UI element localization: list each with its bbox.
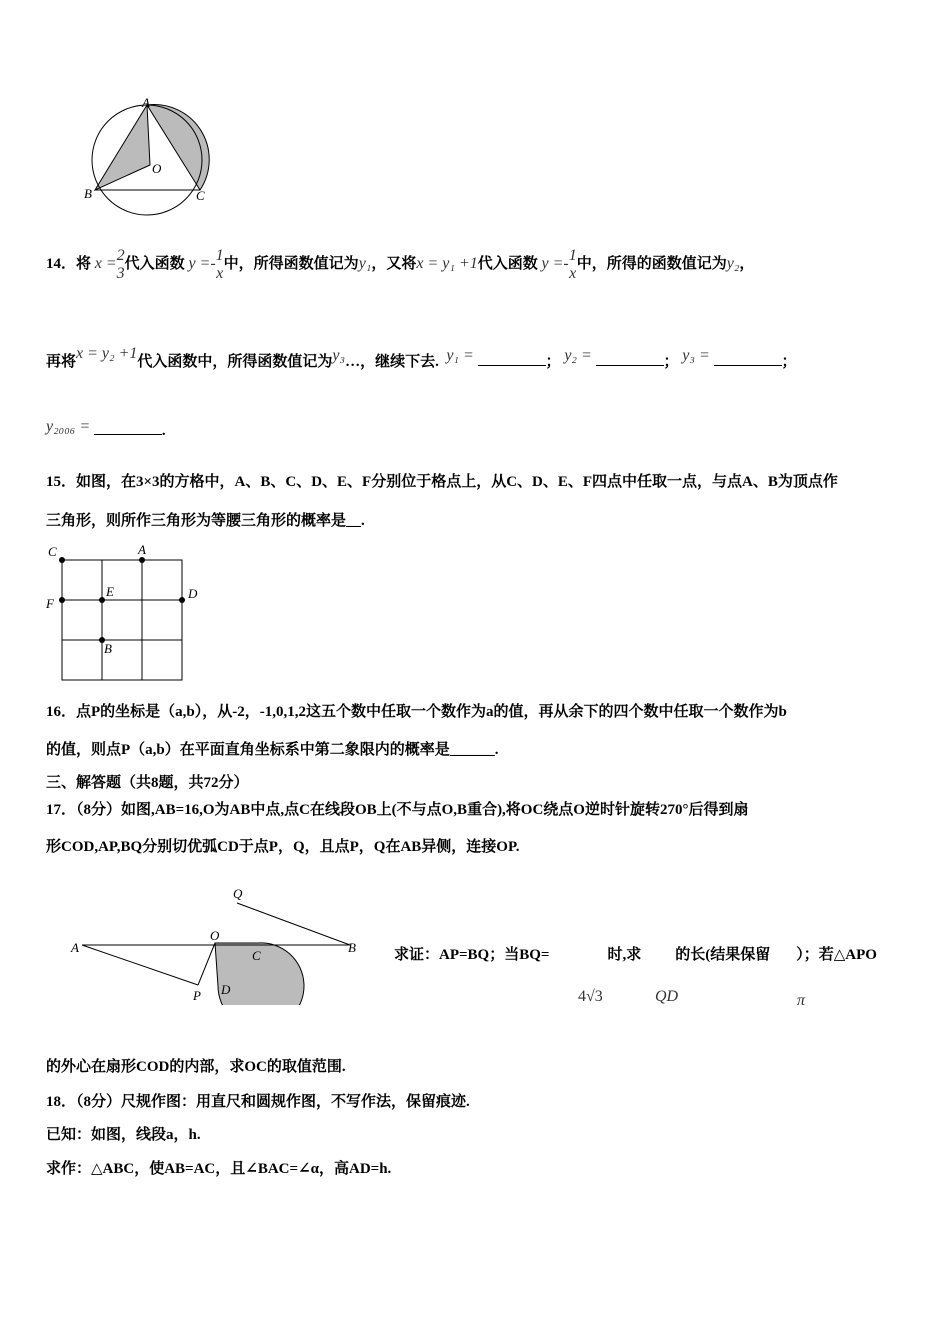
answer-blank-y3[interactable] (714, 351, 782, 366)
q18-line2: 已知：如图，线段a，h. (46, 1127, 201, 1143)
q17-line1: 17．（8分）如图,AB=16,O为AB中点,点C在线段OB上(不与点O,B重合),将OC绕点O逆时针旋转270°后得到扇 (46, 802, 749, 818)
text: 代入函数 (477, 256, 538, 272)
q15-line2: 三角形，则所作三角形为等腰三角形的概率是__. (46, 513, 365, 529)
text: ； (781, 354, 797, 370)
label-A: A (138, 542, 146, 557)
text: 再将 (46, 354, 77, 370)
q18-line3: 求作：△ABC，使AB=AC，且∠BAC=∠α，高AD=h. (46, 1161, 392, 1177)
text: 14．将 (46, 256, 92, 272)
text: 代入函数中，所得函数值记为 (137, 354, 333, 370)
text: ； (663, 354, 679, 370)
math: y =- (541, 255, 569, 272)
math: x (569, 264, 577, 282)
text: . (161, 423, 166, 439)
text: …，继续下去. (345, 354, 439, 370)
q14-line3 (46, 418, 166, 440)
label-O: O (210, 928, 220, 943)
math: y₁ (358, 255, 372, 272)
label-B: B (348, 940, 356, 955)
math: y₂ = (564, 347, 592, 364)
q18-line1: 18．（8分）尺规作图：用直尺和圆规作图，不写作法，保留痕迹. (46, 1094, 470, 1110)
answer-blank-y1[interactable] (478, 351, 546, 366)
label-A: A (71, 940, 79, 955)
sector-figure (65, 880, 375, 1005)
math: y₂ (726, 255, 740, 272)
math: y₃ (332, 347, 346, 364)
text: 求证：AP=BQ；当BQ= (394, 947, 550, 963)
q14-line2 (46, 345, 797, 371)
text: 代入函数 (124, 256, 185, 272)
label-E: E (106, 584, 114, 599)
text: ； (545, 354, 561, 370)
math-4sqrt3: 4√3 (578, 988, 603, 1005)
section-heading: 三、解答题（共8题，共72分） (46, 775, 249, 791)
math: 3 (116, 264, 125, 282)
q16-line2: 的值，则点P（a,b）在平面直角坐标系中第二象限内的概率是______. (46, 742, 499, 758)
math: y =- (188, 255, 216, 272)
label-F: F (46, 596, 54, 611)
label-Q: Q (233, 886, 243, 901)
label-D: D (221, 982, 231, 997)
grid-figure (40, 540, 210, 685)
label-C: C (48, 544, 57, 559)
text: ，又将 (371, 256, 417, 272)
q17-line2: 形COD,AP,BQ分别切优弧CD于点P，Q，且点P，Q在AB异侧，连接OP. (46, 839, 520, 855)
q16-line1: 16．点P的坐标是（a,b），从-2，-1,0,1,2这五个数中任取一个数作为a的值，再从余下的四个数中任取一个数作为b (46, 704, 787, 720)
text: ）；若△APO (796, 947, 877, 963)
answer-blank-y2006[interactable] (94, 420, 162, 435)
math: 2 (116, 246, 125, 264)
math: y₂₀₀₆ = (46, 418, 91, 435)
q17-line4: 的外心在扇形COD的内部，求OC的取值范围. (46, 1059, 346, 1075)
math: 1 (568, 246, 577, 264)
math: x = y₁ +1 (416, 255, 478, 272)
text: ， (739, 256, 755, 272)
math-arc-QD: QD (655, 988, 679, 1005)
text: 中，所得的函数值记为 (576, 256, 727, 272)
text: 的长(结果保留 (675, 947, 771, 963)
math: x = y₂ +1 (76, 345, 138, 362)
q14-line1 (46, 236, 754, 292)
q15-line1: 15．如图，在3×3的方格中，A、B、C、D、E、F分别位于格点上，从C、D、E、F四点中任取一点，与点A、B为顶点作 (46, 474, 838, 490)
math: y₃ = (682, 347, 710, 364)
math-pi: π (797, 992, 806, 1009)
math: x (216, 264, 224, 282)
math: x = (94, 255, 117, 272)
label-B: B (104, 641, 112, 656)
label-B: B (84, 186, 92, 201)
label-C: C (252, 948, 261, 963)
text: 中，所得函数值记为 (223, 256, 359, 272)
math: y₁ = (446, 347, 474, 364)
label-O: O (152, 161, 162, 176)
circle-triangle-figure (80, 95, 220, 230)
label-C: C (196, 188, 205, 203)
q17-proof-line (394, 943, 877, 964)
label-A: A (142, 95, 150, 110)
label-P: P (193, 988, 201, 1003)
math: 1 (215, 246, 224, 264)
text: 时,求 (607, 947, 642, 963)
label-D: D (188, 586, 198, 601)
answer-blank-y2[interactable] (596, 351, 664, 366)
